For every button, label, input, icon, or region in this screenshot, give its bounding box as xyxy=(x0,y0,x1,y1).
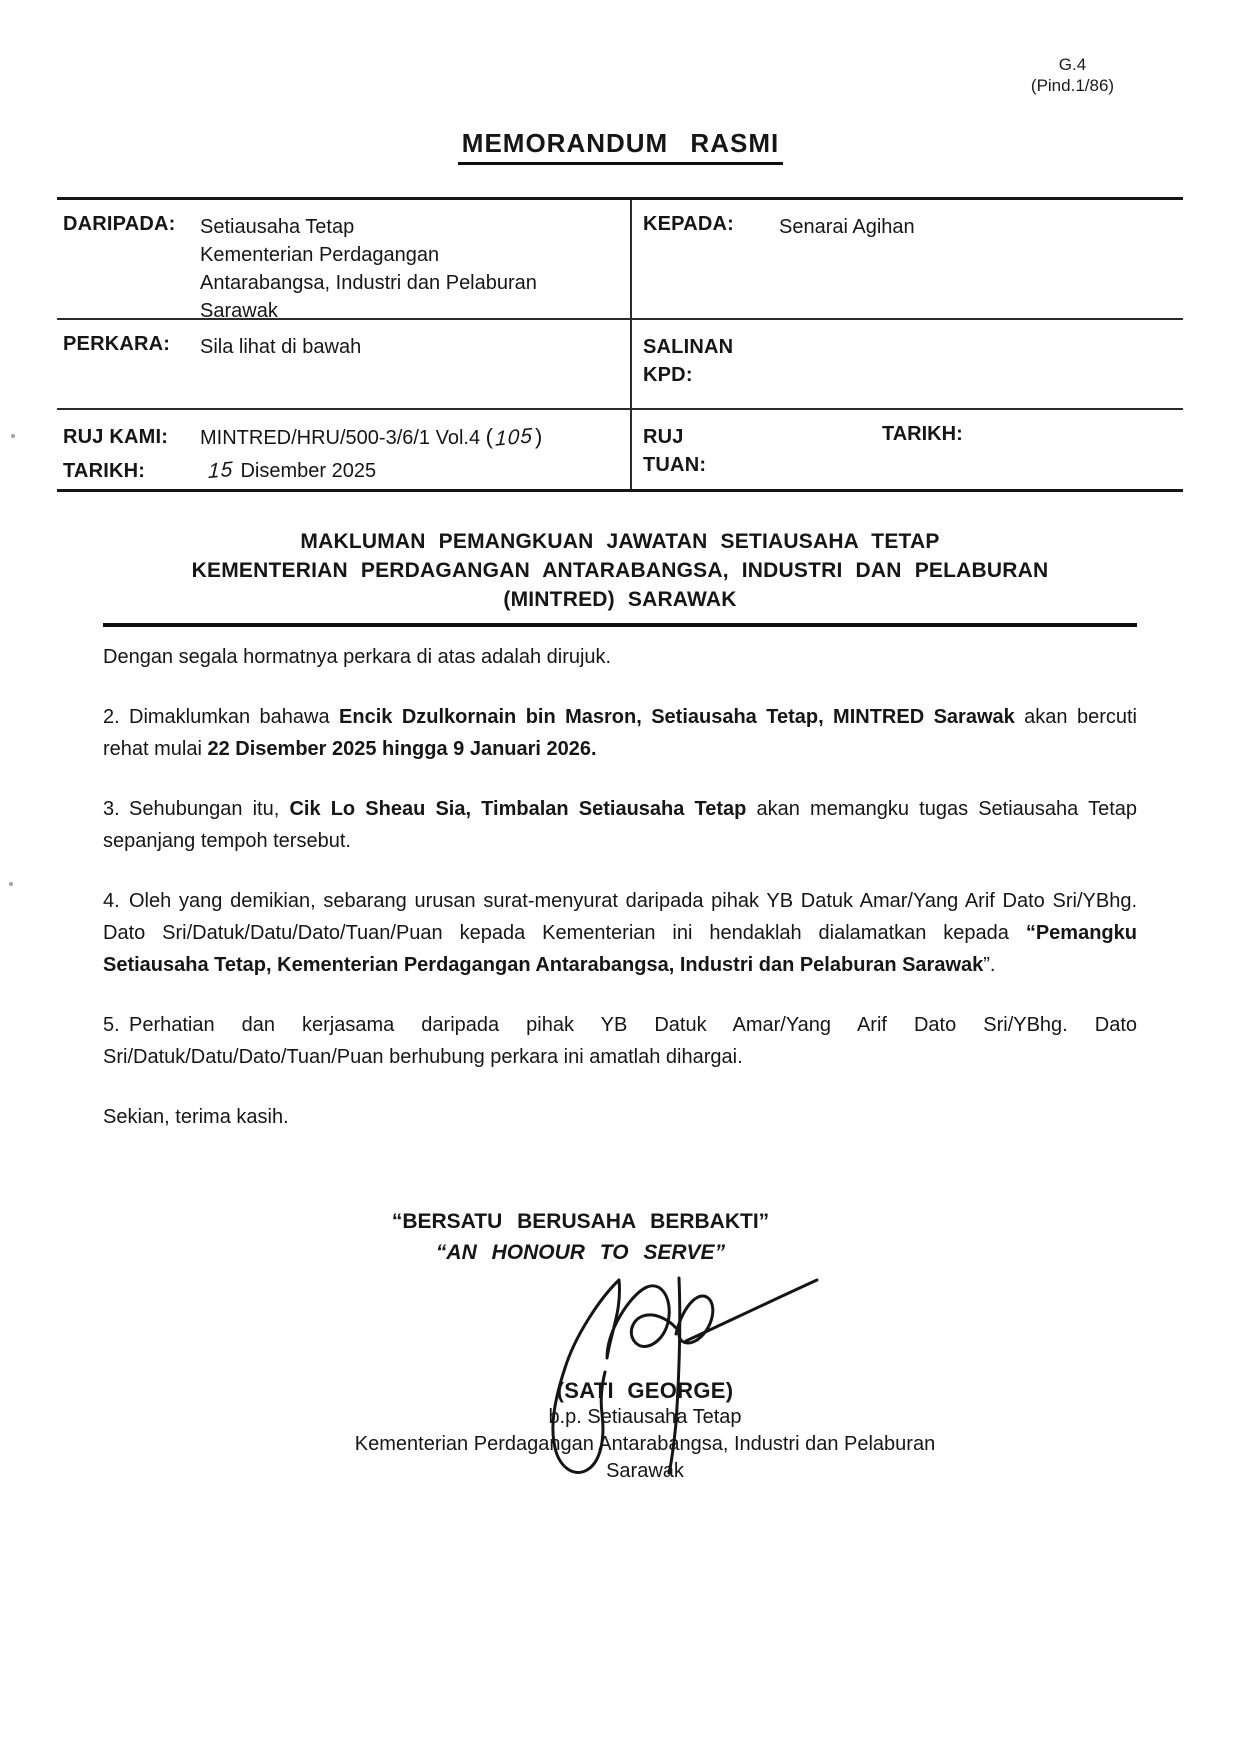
memo-header-table xyxy=(57,197,1183,492)
ruj-tuan-label: RUJ TUAN: xyxy=(643,426,707,476)
title-row xyxy=(0,128,1241,165)
signatory-name: (SATI GEORGE) xyxy=(556,1378,734,1403)
daripada-line: Sarawak xyxy=(200,300,278,322)
signature-stroke xyxy=(565,1280,676,1368)
paragraph-number: 4. xyxy=(103,890,120,912)
kepada-cell xyxy=(632,200,1183,318)
table-row-subject-copy xyxy=(57,320,1183,410)
handwritten-ref-number: 105 xyxy=(494,424,534,451)
paragraph-number: 5. xyxy=(103,1014,120,1036)
daripada-line: Kementerian Perdagangan xyxy=(200,244,440,266)
signature-stroke xyxy=(553,1368,605,1472)
kepada-label: KEPADA: xyxy=(643,213,735,235)
document-title: MEMORANDUM RASMI xyxy=(458,128,783,165)
paragraph-closing: Sekian, terima kasih. xyxy=(103,1106,289,1128)
table-row-from-to xyxy=(57,200,1183,320)
subject-line-1: MAKLUMAN PEMANGKUAN JAWATAN SETIAUSAHA TETAP xyxy=(300,530,940,553)
form-revision: (Pind.1/86) xyxy=(1030,76,1115,95)
daripada-value xyxy=(200,213,626,322)
motto-malay: “BERSATU BERUSAHA BERBAKTI” xyxy=(391,1210,770,1233)
signature-ink xyxy=(545,1268,825,1483)
daripada-cell xyxy=(57,200,632,322)
perkara-label: PERKARA: xyxy=(63,333,171,355)
form-reference xyxy=(1010,54,1135,96)
signatory-organisation: Kementerian Perdagangan Antarabangsa, Industri dan Pelaburan xyxy=(354,1433,936,1455)
signatory-authority: b.p. Setiausaha Tetap xyxy=(548,1406,742,1428)
daripada-line: Antarabangsa, Industri dan Pelaburan xyxy=(200,272,537,294)
ruj-kami-label: RUJ KAMI: xyxy=(63,426,169,448)
handwritten-day: 15 xyxy=(207,457,234,483)
paragraph-2: 2. Dimaklumkan bahawa Encik Dzulkornain bin Masron, Setiausaha Tetap, MINTRED Sarawak akan bercuti rehat mulai 22 Disember 2025 hingga 9 Januari 2026. xyxy=(103,701,1137,765)
table-row-ref-date xyxy=(57,410,1183,489)
ruj-tuan-cell xyxy=(632,410,1183,489)
salinan-kpd-cell xyxy=(632,320,1183,408)
daripada-label: DARIPADA: xyxy=(63,213,176,235)
perkara-cell xyxy=(57,320,632,408)
paragraph-4: 4. Oleh yang demikian, sebarang urusan surat-menyurat daripada pihak YB Datuk Amar/Yang Arif Dato Sri/YBhg. Dato Sri/Datuk/Datu/Dato/Tuan/Puan kepada Kementerian ini hendaklah dialamatkan kepada “Pemangku Setiausaha Tetap, Kementerian Perdagangan Antarabangsa, Industri dan Pelaburan Sarawak”. xyxy=(103,885,1137,981)
tarikh-right-label: TARIKH: xyxy=(882,423,963,445)
paragraph-intro: Dengan segala hormatnya perkara di atas adalah dirujuk. xyxy=(103,646,612,668)
form-code: G.4 xyxy=(1058,55,1087,74)
ruj-kami-value: MINTRED/HRU/500-3/6/1 Vol.4 (105) xyxy=(200,423,626,457)
paragraph-5: 5. Perhatian dan kerjasama daripada pihak YB Datuk Amar/Yang Arif Dato Sri/YBhg. Dato Sri/Datuk/Datu/Dato/Tuan/Puan berhubung perkara ini amatlah dihargai. xyxy=(103,1009,1137,1073)
ruj-kami-cell xyxy=(57,410,632,489)
subject-line-3: (MINTRED) SARAWAK xyxy=(503,588,737,611)
subject-heading xyxy=(103,527,1137,627)
perkara-value: Sila lihat di bawah xyxy=(200,336,362,358)
tarikh-label: TARIKH: xyxy=(63,459,146,482)
daripada-line: Setiausaha Tetap xyxy=(200,216,355,238)
motto-english: “AN HONOUR TO SERVE” xyxy=(435,1241,726,1264)
salinan-kpd-label: SALINAN KPD: xyxy=(643,336,734,386)
tarikh-value: 15 Disember 2025 xyxy=(200,457,626,490)
paragraph-3: 3. Sehubungan itu, Cik Lo Sheau Sia, Timbalan Setiausaha Tetap akan memangku tugas Setiausaha Tetap sepanjang tempoh tersebut. xyxy=(103,793,1137,857)
kepada-value: Senarai Agihan xyxy=(779,216,915,238)
signatory-state: Sarawak xyxy=(606,1460,684,1482)
signature-stroke xyxy=(686,1280,817,1341)
scan-artifact xyxy=(9,882,13,886)
paragraph-number: 3. xyxy=(103,798,120,820)
body-text xyxy=(103,641,1137,1161)
paragraph-number: 2. xyxy=(103,706,120,728)
subject-line-2: KEMENTERIAN PERDAGANGAN ANTARABANGSA, INDUSTRI DAN PELABURAN xyxy=(191,559,1049,582)
scan-artifact xyxy=(11,434,15,438)
motto-block xyxy=(103,1206,1058,1268)
